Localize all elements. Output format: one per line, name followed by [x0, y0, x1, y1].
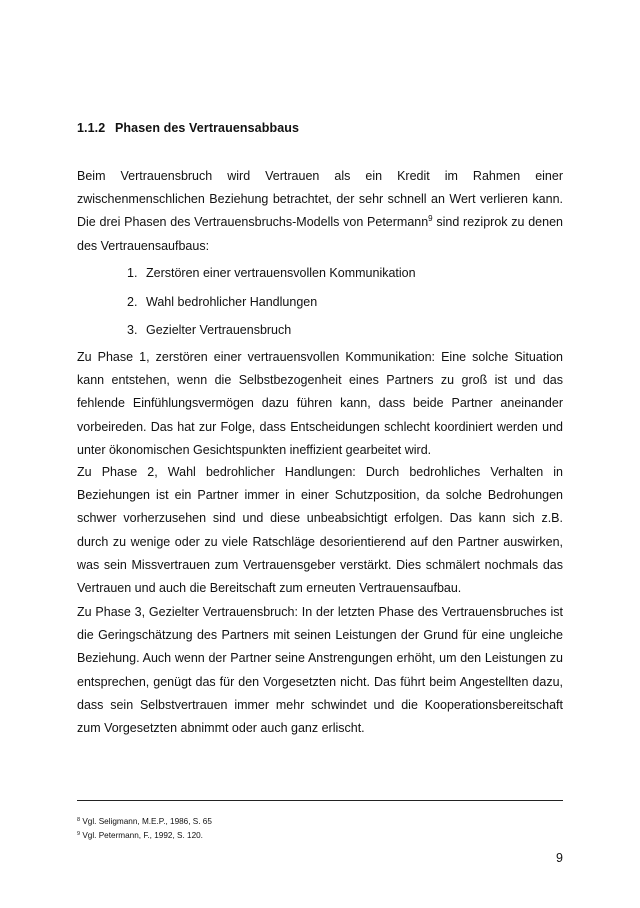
list-item-number: 2.	[127, 294, 138, 309]
intro-text: Beim Vertrauensbruch wird Vertrauen als ein Kredit im Rahmen einer zwischenmenschlichen Beziehung betrachtet, der sehr schnell an Wert verlieren kann. Die drei Phasen des Vertrauensbruchs-Modells von Petermann	[77, 169, 563, 230]
phase-1-paragraph: Zu Phase 1, zerstören einer vertrauensvollen Kommunikation: Eine solche Situation kann entstehen, wenn die Selbstbezogenheit eines Partners zu groß ist und das fehlende Einfühlungsvermögen dazu führen kann, dass beide Partner aneinander vorbeireden. Das hat zur Folge, dass Entscheidungen schlecht koordiniert werden und unter ökonomischen Gesichtspunkten ineffizient gearbeitet wird.	[77, 350, 563, 457]
footnote	[77, 815, 212, 829]
list-item-label: Gezielter Vertrauensbruch	[146, 323, 292, 338]
intro-paragraph	[77, 165, 563, 258]
list-item	[127, 291, 416, 320]
section-heading	[77, 121, 299, 135]
phase-3-paragraph: Zu Phase 3, Gezielter Vertrauensbruch: In der letzten Phase des Vertrauensbruches ist die Geringschätzung des Partners mit seinen Leistungen der Grund für eine ungleiche Beziehung. Auch wenn der Partner seine Anstrengungen erhöht, um den Leistungen zu entsprechen, genügt das für den Vorgesetzten nicht. Das führt beim Angestellten dazu, dass sein Selbstvertrauen immer mehr schwindet und die Kooperationsbereitschaft zum Vorgesetzten abnimmt oder auch ganz erlischt.	[77, 605, 563, 736]
list-item-label: Wahl bedrohlicher Handlungen	[146, 294, 318, 309]
section-title: Phasen des Vertrauensabbaus	[115, 121, 300, 135]
phase-2-paragraph: Zu Phase 2, Wahl bedrohlicher Handlungen: Durch bedrohliches Verhalten in Beziehungen ist ein Partner immer in einer Schutzposition, da solche Bedrohungen schwer vorherzusehen sind und diese unbeabsichtigt erfolgen. Das kann sich z.B. durch zu wenige oder zu viele Ratschläge desorientierend auf den Partner auswirken, was sein Missvertrauen zum Vertrauensgeber verstärkt. Dies schmälert nochmals das Vertrauen und auch die Bereitschaft zum erneuten Vertrauensaufbau.	[77, 465, 563, 596]
list-item-label: Zerstören einer vertrauensvollen Kommunikation	[146, 266, 416, 280]
footnote-text: Vgl. Seligmann, M.E.P., 1986, S. 65	[80, 817, 212, 826]
footnote	[77, 829, 212, 843]
list-item	[127, 319, 416, 348]
footnote-text: Vgl. Petermann, F., 1992, S. 120.	[80, 831, 203, 840]
intro-text-continued: sind reziprok zu denen des Vertrauensaufbaus:	[77, 215, 563, 253]
list-item-number: 3.	[127, 323, 138, 338]
phase-list	[127, 262, 416, 348]
footnote-divider	[77, 800, 563, 801]
page-number: 9	[556, 851, 563, 865]
list-item-number: 1.	[127, 266, 138, 280]
footnote-number: 9	[77, 831, 81, 837]
footnote-reference: 9	[428, 214, 433, 224]
footnote-number: 8	[77, 817, 81, 823]
section-number: 1.1.2	[77, 121, 106, 135]
footnotes	[77, 815, 212, 843]
list-item	[127, 262, 416, 291]
